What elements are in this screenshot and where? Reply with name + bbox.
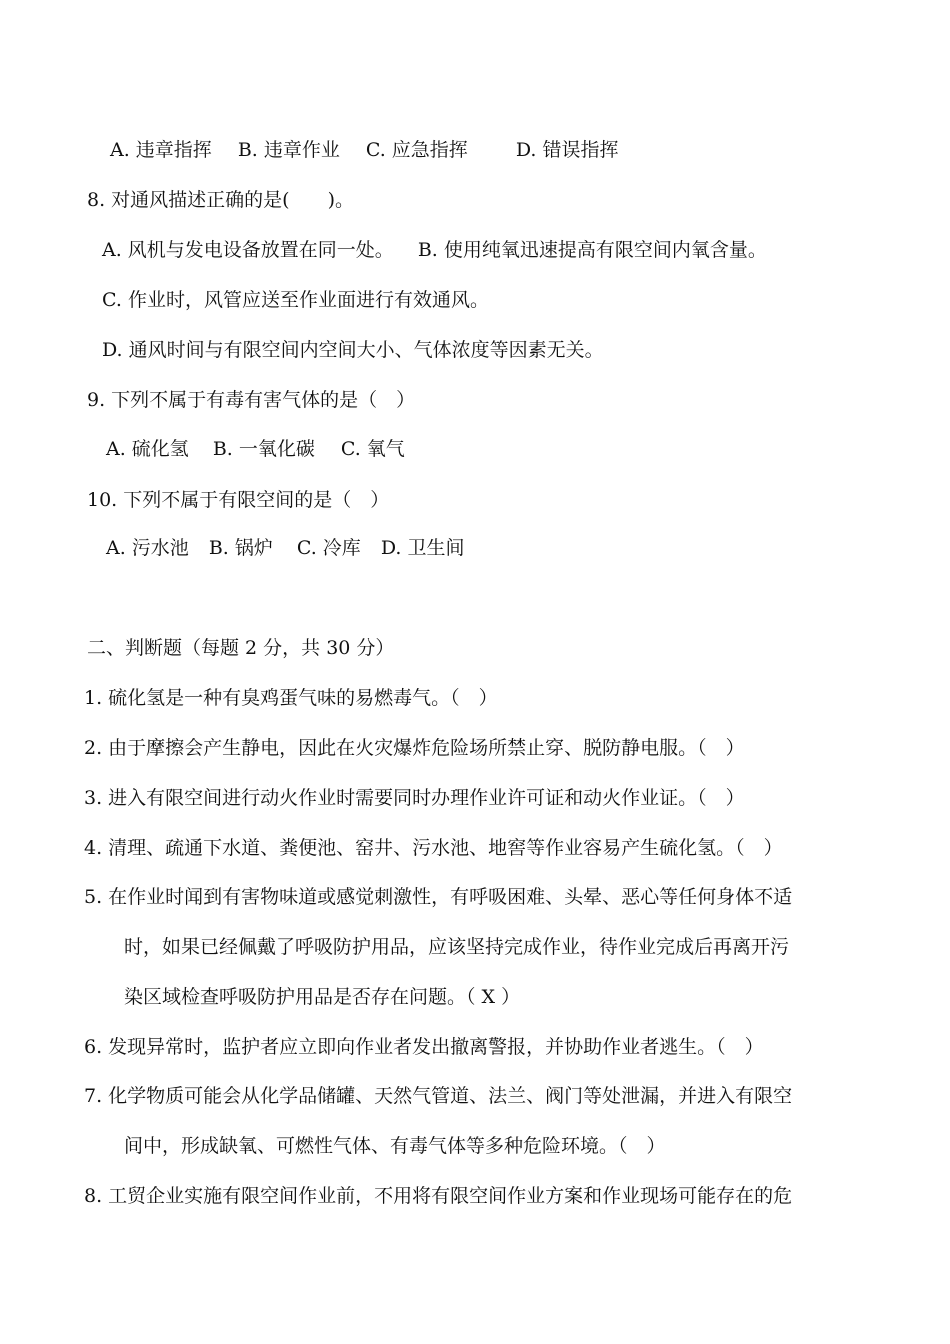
section-heading: 二、判断题（每题 2 分，共 30 分）: [87, 637, 395, 659]
q8-option-d: D. 通风时间与有限空间内空间大小、气体浓度等因素无关。: [102, 339, 604, 361]
q9-stem: 9. 下列不属于有毒有害气体的是（ ）: [87, 389, 416, 411]
q9-option-a: A. 硫化氢: [106, 438, 189, 460]
judgment-item-7-line-1: 7. 化学物质可能会从化学品储罐、天然气管道、法兰、阀门等处泄漏，并进入有限空: [84, 1085, 793, 1107]
q7-options-line: [110, 138, 618, 162]
judgment-item-2: 2. 由于摩擦会产生静电，因此在火灾爆炸危险场所禁止穿、脱防静电服。（ ）: [84, 737, 745, 759]
judgment-item-5-line-3: 染区域检查呼吸防护用品是否存在问题。（ X ）: [124, 986, 521, 1008]
judgment-item-8-line-1: 8. 工贸企业实施有限空间作业前，不用将有限空间作业方案和作业现场可能存在的危: [84, 1185, 793, 1207]
q8-option-b: B. 使用纯氧迅速提高有限空间内氧含量。: [417, 239, 767, 261]
q7-option-d: D. 错误指挥: [515, 139, 619, 161]
judgment-item-5-line-1: 5. 在作业时闻到有害物味道或感觉刺激性，有呼吸困难、头晕、恶心等任何身体不适: [84, 886, 793, 908]
q8-stem: 8. 对通风描述正确的是( )。: [87, 189, 354, 211]
judgment-item-4: 4. 清理、疏通下水道、粪便池、窑井、污水池、地窖等作业容易产生硫化氢。（ ）: [84, 837, 783, 859]
q10-stem: 10. 下列不属于有限空间的是（ ）: [87, 489, 390, 511]
q10-option-d: D. 卫生间: [380, 537, 465, 559]
q7-option-c: C. 应急指挥: [365, 139, 468, 161]
q9-options-line: [106, 437, 405, 461]
q8-options-ab-line: [102, 238, 767, 262]
judgment-item-7-line-2: 间中，形成缺氧、可燃性气体、有毒气体等多种危险环境。（ ）: [124, 1135, 666, 1157]
q8-option-c: C. 作业时，风管应送至作业面进行有效通风。: [102, 289, 489, 311]
q7-option-a: A. 违章指挥: [110, 139, 212, 161]
q7-option-b: B. 违章作业: [237, 139, 340, 161]
judgment-item-5-line-2: 时，如果已经佩戴了呼吸防护用品，应该坚持完成作业，待作业完成后再离开污: [124, 936, 790, 958]
judgment-item-1: 1. 硫化氢是一种有臭鸡蛋气味的易燃毒气。（ ）: [84, 687, 498, 709]
q10-option-a: A. 污水池: [106, 537, 189, 559]
q10-option-b: B. 锅炉: [208, 537, 273, 559]
q9-option-c: C. 氧气: [340, 438, 405, 460]
q9-option-b: B. 一氧化碳: [212, 438, 315, 460]
judgment-item-6: 6. 发现异常时，监护者应立即向作业者发出撤离警报，并协助作业者逃生。（ ）: [84, 1036, 764, 1058]
q10-options-line: [106, 536, 464, 560]
judgment-item-3: 3. 进入有限空间进行动火作业时需要同时办理作业许可证和动火作业证。（ ）: [84, 787, 745, 809]
q8-option-a: A. 风机与发电设备放置在同一处。: [102, 239, 394, 261]
q10-option-c: C. 冷库: [296, 537, 361, 559]
